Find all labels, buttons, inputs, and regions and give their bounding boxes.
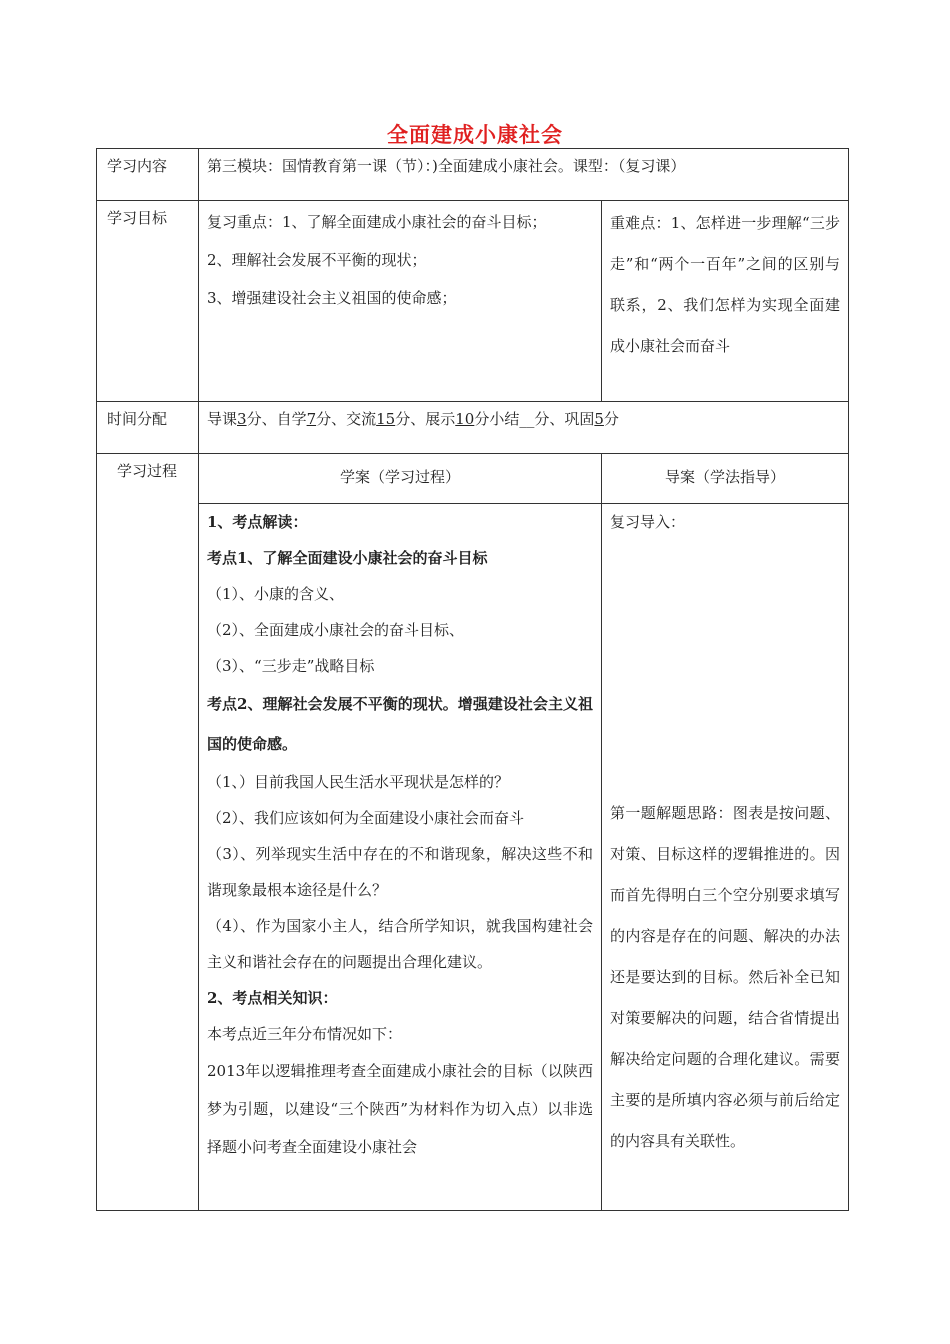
time-value: 10 [455, 410, 475, 428]
goals-left [199, 201, 602, 402]
paragraph: 本考点近三年分布情况如下： [207, 1025, 403, 1043]
list-item: （2）、全面建成小康社会的奋斗目标、 [207, 621, 465, 639]
time-label: 时间分配 [97, 402, 199, 454]
goal-line-2: 2、理解社会发展不平衡的现状； [207, 251, 427, 269]
list-item: （1）、小康的含义、 [207, 585, 345, 603]
time-allocation [199, 402, 849, 454]
goal-line-3: 3、增强建设社会主义祖国的使命感； [207, 289, 457, 307]
process-label: 学习过程 [97, 454, 199, 1211]
lesson-plan-table [96, 148, 849, 1211]
list-item: （2）、我们应该如何为全面建设小康社会而奋斗 [207, 809, 525, 827]
process-right [602, 504, 849, 1211]
paragraph: 2013年以逻辑推理考查全面建成小康社会的目标（以陕西梦为引题，以建设“三个陕西”为材料作为切入点）以非选择题小问考查全面建设小康社会 [207, 1062, 593, 1156]
list-item: （3）、列举现实生活中存在的不和谐现象，解决这些不和谐现象最根本途径是什么？ [207, 845, 593, 899]
process-head-left: 学案（学习过程） [199, 454, 602, 504]
process-head-right: 导案（学法指导） [602, 454, 849, 504]
time-value: 5 [594, 410, 604, 428]
time-text: 分、自学 [246, 410, 307, 428]
list-item: （3）、“三步走”战略目标 [207, 657, 375, 675]
time-text: 导课 [207, 410, 238, 428]
list-item: （1、）目前我国人民生活水平现状是怎样的？ [207, 773, 510, 791]
topic-heading: 考点1、了解全面建设小康社会的奋斗目标 [207, 549, 488, 567]
row-time [97, 402, 849, 454]
review-intro: 复习导入： [610, 513, 686, 531]
time-value: 7 [306, 410, 317, 428]
goal-line-1: 复习重点：1、了解全面建成小康社会的奋斗目标； [207, 213, 547, 231]
goals-right: 重难点：1、怎样进一步理解“三步走”和“两个一百年”之间的区别与联系，2、我们怎样为实现全面建成小康社会而奋斗 [602, 201, 849, 402]
row-goals [97, 201, 849, 402]
time-value: 3 [237, 410, 247, 428]
time-text: 分、展示 [395, 410, 456, 428]
content-text: 第三模块：国情教育第一课（节）：)全面建成小康社会。课型：（复习课） [199, 149, 849, 201]
row-process-header [97, 454, 849, 504]
row-content [97, 149, 849, 201]
time-text: 分小结 [474, 410, 520, 428]
topic-heading: 考点2、理解社会发展不平衡的现状。增强建设社会主义祖国的使命感。 [207, 695, 593, 753]
page-title: 全面建成小康社会 [387, 123, 563, 147]
goals-label: 学习目标 [97, 201, 199, 402]
time-text: 分、交流 [316, 410, 377, 428]
content-label: 学习内容 [97, 149, 199, 201]
solution-tip: 第一题解题思路：图表是按问题、对策、目标这样的逻辑推进的。因而首先得明白三个空分别要求填写的内容是存在的问题、解决的办法还是要达到的目标。然后补全已知对策要解决的问题，结合省情提出解决给定问题的合理化建议。需要主要的是所填内容必须与前后给定的内容具有关联性。 [610, 804, 841, 1150]
section-heading: 2、考点相关知识： [207, 989, 338, 1007]
row-process-body [97, 504, 849, 1211]
time-text: 分、巩固 [534, 410, 595, 428]
time-value: __ [519, 410, 535, 428]
time-text: 分 [603, 410, 619, 428]
section-heading: 1、考点解读： [207, 513, 308, 531]
process-left [199, 504, 602, 1211]
time-value: 15 [376, 410, 396, 428]
list-item: （4）、作为国家小主人，结合所学知识，就我国构建社会主义和谐社会存在的问题提出合理化建议。 [207, 917, 593, 971]
